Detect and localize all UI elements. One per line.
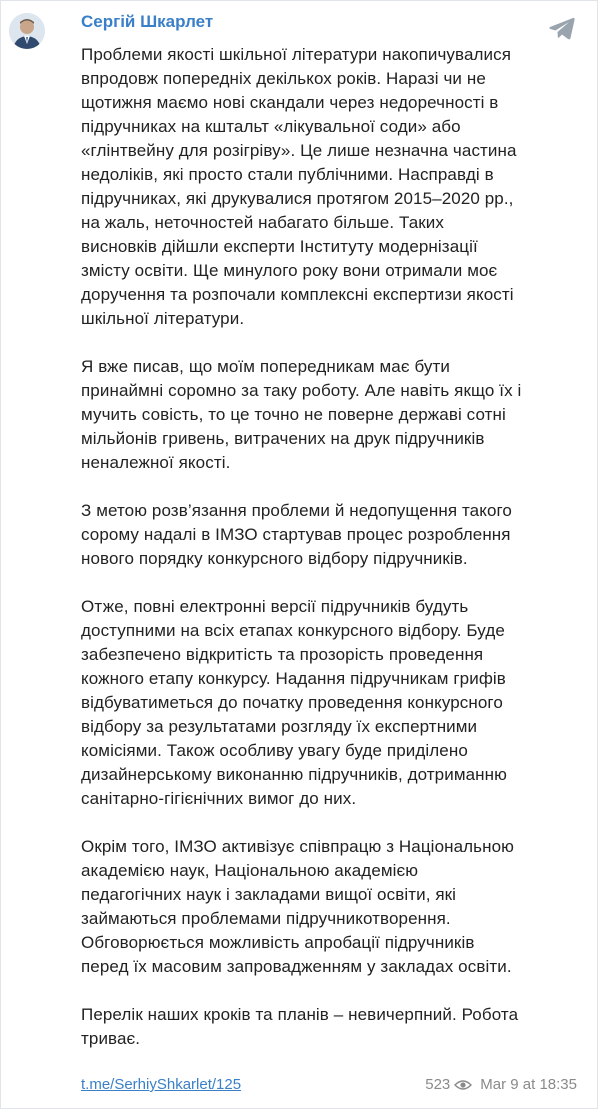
message-line: змісту освіти. Ще минулого року вони отримали моє: [81, 261, 498, 280]
message-line: підручниках, які друкувалися протягом 2015–2020 рр.,: [81, 189, 514, 208]
post-link[interactable]: t.me/SerhiyShkarlet/125: [81, 1076, 242, 1093]
message-line: висновків дійшли експерти Інституту модернізації: [81, 237, 478, 256]
post-footer: [81, 1076, 577, 1098]
message-line: забезпечено відкритість та прозорість проведення: [81, 645, 484, 664]
message-line: Окрім того, ІМЗО активізує співпрацю з Національною: [81, 837, 515, 856]
message-line: дизайнерському виконанню підручників, дотриманню: [81, 765, 508, 784]
author-name[interactable]: Сергій Шкарлет: [81, 12, 214, 31]
message-line: займаються проблемами підручникотворення.: [81, 909, 451, 928]
post-meta: [425, 1076, 577, 1093]
message-paragraph: [81, 595, 577, 811]
message-line: мільйонів гривень, витрачених на друк підручників: [81, 429, 485, 448]
avatar[interactable]: [9, 13, 45, 49]
message-paragraph: [81, 355, 577, 475]
message-line: триває.: [81, 1029, 141, 1048]
message-line: сорому надалі в ІМЗО стартував процес розроблення: [81, 525, 511, 544]
message-line: Отже, повні електронні версії підручників будуть: [81, 597, 469, 616]
message-line: Проблеми якості шкільної літератури накопичувалися: [81, 45, 512, 64]
message-line: неналежної якості.: [81, 453, 231, 472]
message-line: підручниках на кштальт «лікувальної соди» або: [81, 117, 461, 136]
message-line: «глінтвейну для розігріву». Це лише незначна частина: [81, 141, 517, 160]
message-line: академією наук, Національною академією: [81, 861, 419, 880]
message-paragraph: [81, 835, 577, 979]
message-line: нового порядку конкурсного відбору підручників.: [81, 549, 468, 568]
message-line: відбуватиметься до початку проведення конкурсного: [81, 693, 503, 712]
message-paragraph: [81, 43, 577, 331]
telegram-icon[interactable]: [547, 13, 577, 43]
message-line: комісіями. Також особливу увагу буде приділено: [81, 741, 468, 760]
message-line: доручення та розпочали комплексні експертизи якості: [81, 285, 514, 304]
message-line: педагогічних наук і закладами вищої освіти, які: [81, 885, 457, 904]
message-line: З метою розв’язання проблеми й недопущення такого: [81, 501, 512, 520]
message-line: Перелік наших кроків та планів – невичерпний. Робота: [81, 1005, 519, 1024]
post-date: Mar 9 at 18:35: [480, 1076, 577, 1093]
message-text: [81, 43, 577, 1051]
eye-icon: [454, 1079, 472, 1091]
view-count: 523: [425, 1076, 451, 1093]
message-line: перед їх масовим запровадженням у закладах освіти.: [81, 957, 512, 976]
message-line: мучить совість, то це точно не поверне державі сотні: [81, 405, 506, 424]
message-line: Обговорюється можливість апробації підручників: [81, 933, 475, 952]
message-line: на жаль, неточностей набагато більше. Таких: [81, 213, 445, 232]
message-line: доступними на всіх етапах конкурсного відбору. Буде: [81, 621, 505, 640]
message-paragraph: [81, 1003, 577, 1051]
message-line: санітарно-гігієнічних вимог до них.: [81, 789, 357, 808]
message-paragraph: [81, 499, 577, 571]
message-line: кожного етапу конкурсу. Надання підручникам грифів: [81, 669, 506, 688]
message-line: недоліків, які просто стали публічними. Насправді в: [81, 165, 494, 184]
message-line: щотижня маємо нові скандали через недоречності в: [81, 93, 499, 112]
message-line: впродовж попередніх декількох років. Наразі чи не: [81, 69, 486, 88]
message-line: принаймні соромно за таку роботу. Але навіть якщо їх і: [81, 381, 522, 400]
avatar-icon: [9, 13, 45, 49]
message-line: Я вже писав, що моїм попередникам має бути: [81, 357, 450, 376]
message-line: шкільної літератури.: [81, 309, 245, 328]
message-line: відбору за результатами розгляду їх експертними: [81, 717, 478, 736]
